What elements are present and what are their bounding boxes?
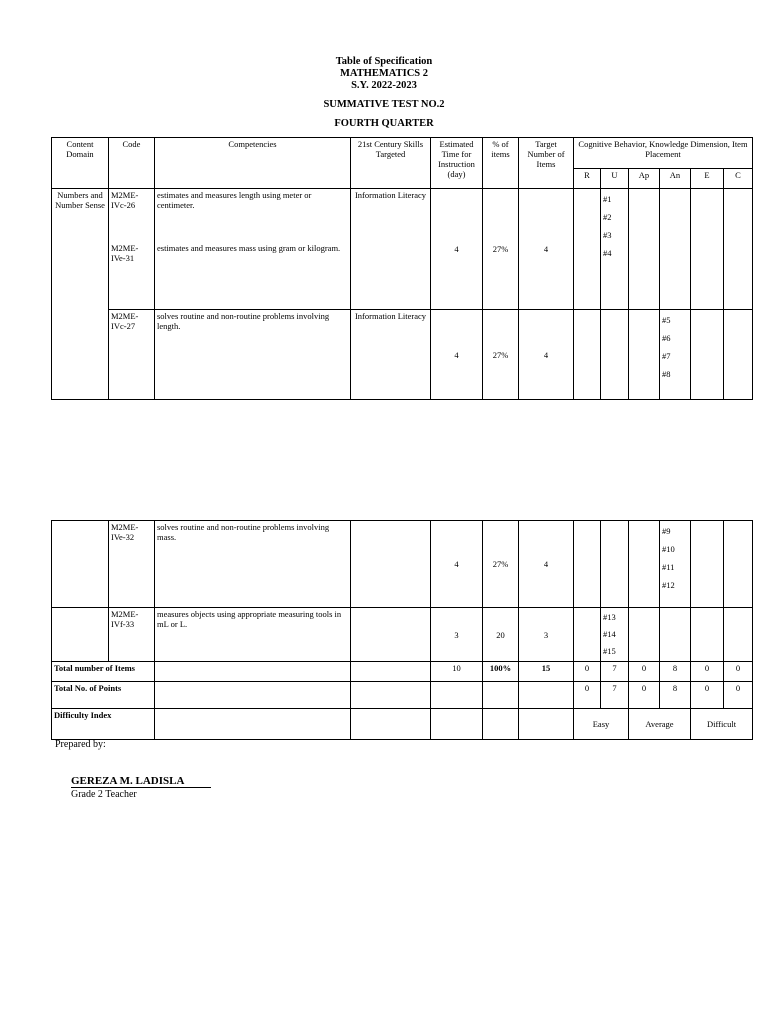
code-cell: M2ME-IVe-32 <box>109 521 155 608</box>
difficulty-average: Average <box>629 709 691 740</box>
empty-cell <box>519 682 574 709</box>
r-cell <box>574 189 601 310</box>
an-cell <box>660 608 691 662</box>
e-cell <box>691 608 724 662</box>
time-cell: 4 <box>431 189 483 310</box>
empty-cell <box>155 682 351 709</box>
competency-text: estimates and measures mass using gram or kilogram. <box>157 243 341 253</box>
content-domain-cell: Numbers and Number Sense <box>52 189 109 400</box>
skills-cell <box>351 608 431 662</box>
target-cell: 4 <box>519 189 574 310</box>
ap-cell <box>629 310 660 400</box>
r-cell <box>574 608 601 662</box>
points-r: 0 <box>574 682 601 709</box>
doc-title: Table of Specification <box>335 56 433 67</box>
content-domain-cell <box>52 608 109 662</box>
item-number: #14 <box>603 629 616 639</box>
an-cell <box>660 310 691 400</box>
item-number: #7 <box>662 351 671 361</box>
empty-cell <box>155 709 351 740</box>
item-number: #15 <box>603 646 616 656</box>
subject-title: MATHEMATICS 2 <box>340 68 428 79</box>
empty-cell <box>431 682 483 709</box>
total-points-label: Total No. of Points <box>52 682 155 709</box>
difficulty-row <box>52 709 753 740</box>
header-competencies: Competencies <box>155 138 351 189</box>
teacher-role: Grade 2 Teacher <box>71 789 137 800</box>
total-target: 15 <box>519 662 574 682</box>
table-row <box>52 608 753 662</box>
specification-table-part2 <box>51 520 753 740</box>
header-r: R <box>574 169 601 189</box>
competency-cell: solves routine and non-routine problems involving mass. <box>155 521 351 608</box>
header-c: C <box>724 169 753 189</box>
code-cell: M2ME-IVc-27 <box>109 310 155 400</box>
specification-table-part1 <box>51 137 753 400</box>
empty-cell <box>351 662 431 682</box>
ap-cell <box>629 521 660 608</box>
item-number: #3 <box>603 230 612 240</box>
header-e: E <box>691 169 724 189</box>
header-u: U <box>601 169 629 189</box>
item-number: #1 <box>603 194 612 204</box>
item-number: #11 <box>662 562 675 572</box>
time-cell: 4 <box>431 310 483 400</box>
table-row <box>52 310 753 400</box>
header-code: Code <box>109 138 155 189</box>
percent-cell: 27% <box>483 189 519 310</box>
code-cell <box>109 189 155 310</box>
skills-cell <box>351 521 431 608</box>
total-items-row <box>52 662 753 682</box>
total-ap: 0 <box>629 662 660 682</box>
empty-cell <box>431 709 483 740</box>
points-c: 0 <box>724 682 753 709</box>
time-cell: 3 <box>431 608 483 662</box>
item-number: #10 <box>662 544 675 554</box>
table-row <box>52 189 753 310</box>
total-c: 0 <box>724 662 753 682</box>
e-cell <box>691 521 724 608</box>
header-percent: % of items <box>483 138 519 189</box>
empty-cell <box>351 682 431 709</box>
empty-cell <box>519 709 574 740</box>
total-r: 0 <box>574 662 601 682</box>
school-year: S.Y. 2022-2023 <box>351 80 417 91</box>
skills-cell: Information Literacy <box>351 310 431 400</box>
teacher-name: GEREZA M. LADISLA <box>71 775 211 788</box>
header-target: Target Number of Items <box>519 138 574 189</box>
percent-cell: 20 <box>483 608 519 662</box>
empty-cell <box>155 662 351 682</box>
total-e: 0 <box>691 662 724 682</box>
c-cell <box>724 521 753 608</box>
u-cell <box>601 310 629 400</box>
quarter-title: FOURTH QUARTER <box>334 118 434 129</box>
empty-cell <box>483 682 519 709</box>
item-number: #12 <box>662 580 675 590</box>
u-cell <box>601 608 629 662</box>
time-cell: 4 <box>431 521 483 608</box>
ap-cell <box>629 608 660 662</box>
total-time: 10 <box>431 662 483 682</box>
an-cell <box>660 189 691 310</box>
total-percent: 100% <box>483 662 519 682</box>
target-cell: 4 <box>519 310 574 400</box>
e-cell <box>691 189 724 310</box>
empty-cell <box>483 709 519 740</box>
table-row <box>52 521 753 608</box>
target-cell: 4 <box>519 521 574 608</box>
item-number: #8 <box>662 369 671 379</box>
header-content-domain: Content Domain <box>52 138 109 189</box>
c-cell <box>724 608 753 662</box>
e-cell <box>691 310 724 400</box>
header-cognitive: Cognitive Behavior, Knowledge Dimension, Item Placement <box>574 138 753 169</box>
target-cell: 3 <box>519 608 574 662</box>
content-domain-cell <box>52 521 109 608</box>
difficulty-easy: Easy <box>574 709 629 740</box>
difficulty-difficult: Difficult <box>691 709 753 740</box>
empty-cell <box>351 709 431 740</box>
item-number: #5 <box>662 315 671 325</box>
total-items-label: Total number of Items <box>52 662 155 682</box>
ap-cell <box>629 189 660 310</box>
item-number: #9 <box>662 526 671 536</box>
percent-cell: 27% <box>483 521 519 608</box>
points-an: 8 <box>660 682 691 709</box>
percent-cell: 27% <box>483 310 519 400</box>
header-ap: Ap <box>629 169 660 189</box>
header-time: Estimated Time for Instruction (day) <box>431 138 483 189</box>
item-number: #6 <box>662 333 671 343</box>
total-an: 8 <box>660 662 691 682</box>
points-u: 7 <box>601 682 629 709</box>
item-number: #13 <box>603 612 616 622</box>
code-cell: M2ME-IVf-33 <box>109 608 155 662</box>
r-cell <box>574 310 601 400</box>
c-cell <box>724 310 753 400</box>
header-an: An <box>660 169 691 189</box>
r-cell <box>574 521 601 608</box>
competency-text: estimates and measures length using meter or centimeter. <box>157 190 312 210</box>
c-cell <box>724 189 753 310</box>
item-number: #2 <box>603 212 612 222</box>
competency-cell <box>155 189 351 310</box>
an-cell <box>660 521 691 608</box>
total-points-row <box>52 682 753 709</box>
competency-cell: solves routine and non-routine problems involving length. <box>155 310 351 400</box>
test-title: SUMMATIVE TEST NO.2 <box>323 99 445 110</box>
points-e: 0 <box>691 682 724 709</box>
skills-cell: Information Literacy <box>351 189 431 310</box>
u-cell <box>601 521 629 608</box>
header-skills: 21st Century Skills Targeted <box>351 138 431 189</box>
difficulty-label: Difficulty Index <box>52 709 155 740</box>
total-u: 7 <box>601 662 629 682</box>
item-number: #4 <box>603 248 612 258</box>
code-text: M2ME-IVe-31 <box>111 243 139 263</box>
points-ap: 0 <box>629 682 660 709</box>
u-cell <box>601 189 629 310</box>
prepared-by-label: Prepared by: <box>55 739 106 750</box>
competency-cell: measures objects using appropriate measuring tools in mL or L. <box>155 608 351 662</box>
code-text: M2ME-IVc-26 <box>111 190 139 210</box>
